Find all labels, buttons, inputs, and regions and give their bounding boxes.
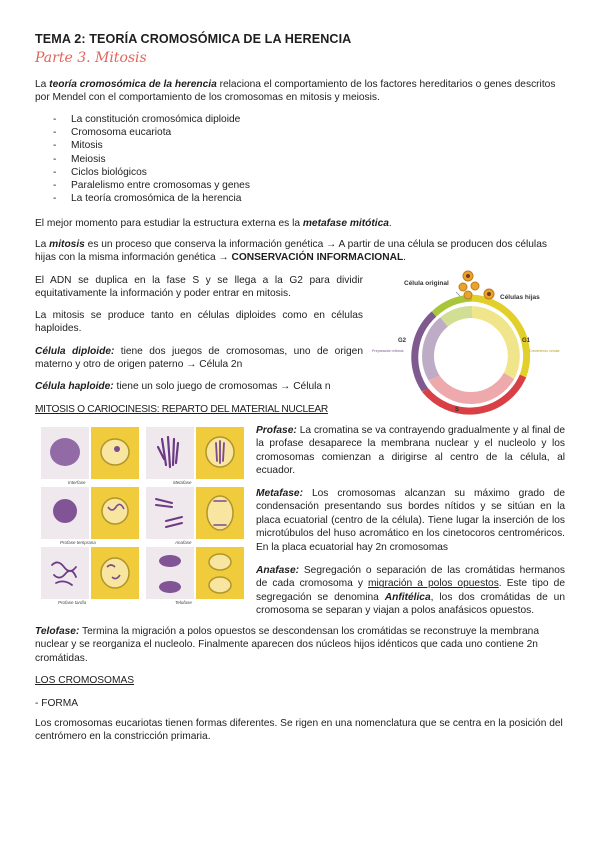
list-item: - Paralelismo entre cromosomas y genes xyxy=(53,179,250,192)
telophase-nucleus-stained xyxy=(159,581,181,593)
late-prophase-cell-diagram xyxy=(101,558,129,588)
topic-list xyxy=(53,113,250,205)
adn-paragraph: El ADN se duplica en la fase S y se llega a la G2 para dividir equitativamente la información y poder entrar en mitosis. xyxy=(35,275,363,300)
best-moment-paragraph: El mejor momento para estudiar la estructura externa es la metafase mitótica. xyxy=(35,218,392,229)
caption-telophase: Telofase xyxy=(175,600,192,605)
inner-arc-g1 xyxy=(472,312,514,376)
caption-metaphase: Metafase xyxy=(173,480,192,485)
caption-anaphase: Anafase xyxy=(175,540,192,545)
label-daughter-cells: Células hijas xyxy=(500,294,540,301)
daughter-cell-icon xyxy=(459,283,467,291)
mitosis-micrograph-panel xyxy=(40,425,248,608)
list-item: - Ciclos biológicos xyxy=(53,166,250,179)
telophase-nucleus-stained xyxy=(159,555,181,567)
label-parent-cell: Célula original xyxy=(404,280,449,287)
phase-g1-label: G1 xyxy=(522,338,531,344)
intro-paragraph: La teoría cromosómica de la herencia relaciona el comportamiento de los factores hereditarios o genes descritos por Mendel con el comportamiento de los cromosomas en mitosis y meiosis. xyxy=(35,79,556,104)
interphase-cell-stained xyxy=(50,438,80,466)
list-item: - Cromosoma eucariota xyxy=(53,126,250,139)
mitosis-definition: La mitosis es un proceso que conserva la información genética → A partir de una célula se producen dos células hijas con la misma información genética → CONSERVACIÓN INFORMACIONAL. xyxy=(35,239,547,264)
list-item: - Meiosis xyxy=(53,153,250,166)
early-prophase-cell-stained xyxy=(53,499,77,523)
anaphase-paragraph: Anafase: Segregación o separación de las cromátidas hermanos de cada cromosoma y migración a polos opuestos. Este tipo de segregación se denomina Anfitélica, los dos cromátidas de un cromosoma se separan y viajan a polos anafásicos opuestos. xyxy=(256,565,566,617)
inner-arc-m xyxy=(444,312,472,322)
telophase-paragraph: Telofase: Termina la migración a polos opuestos se descondensan los cromátidas se reconstruye la membrana nuclear y se reorganiza el nucleolo. Finalmente aparecen dos núcleos hijos idénticos que cada uno contiene 2n cromátidas. xyxy=(35,626,539,664)
caption-late-prophase: Profase tardía xyxy=(58,600,87,605)
list-item: - La teoría cromosómica de la herencia xyxy=(53,192,250,205)
prophase-paragraph: Profase: La cromatina se va contrayendo gradualmente y al final de la profase desaparece la membrana nuclear y el nucleolo y los cromosomas comienzan a dirigirse al centro de la célula, al ecuador. xyxy=(256,425,565,477)
metaphase-paragraph: Metafase: Los cromosomas alcanzan su máximo grado de condensación presentando sus bordes nítidos y se sitúan en la placa ecuatorial (centro de la célula). Tiene lugar la inserción de los microtúbulos del huso acromático en los cinetocoros centroméricos. En la placa ecuatorial hay 2n cromosomas xyxy=(256,488,565,553)
form-paragraph: Los cromosomas eucariotas tienen formas diferentes. Se rigen en una nomenclatura que se centra en la posición del centrómero en la constricción primaria. xyxy=(35,718,563,743)
telophase-cell-diagram xyxy=(209,554,231,570)
label-dna-synthesis: Síntesis de ADN xyxy=(465,408,492,412)
daughter-cell-icon xyxy=(464,291,472,299)
label-mitosis-prep: Preparación mitosis xyxy=(372,349,404,353)
section-heading-chromosomes: LOS CROMOSOMAS xyxy=(35,675,135,686)
early-prophase-cell-diagram xyxy=(102,498,128,524)
form-heading: - FORMA xyxy=(35,698,79,709)
caption-early-prophase: Profase temprana xyxy=(60,540,96,545)
page-subtitle: Parte 3. Mitosis xyxy=(35,50,147,66)
inner-arc-g2 xyxy=(428,322,444,378)
mitosis-cells-paragraph: La mitosis se produce tanto en células diploides como en células haploides. xyxy=(35,310,363,335)
inner-arc-s xyxy=(434,376,509,398)
chromosome-theory-term: teoría cromosómica de la herencia xyxy=(49,79,217,90)
haploid-paragraph: Célula haploide: tiene un solo juego de cromosomas → Célula n xyxy=(35,381,331,392)
page-title: TEMA 2: TEORÍA CROMOSÓMICA DE LA HERENCIA xyxy=(35,32,352,46)
cell-cycle-diagram xyxy=(372,268,568,416)
section-heading-mitosis: MITOSIS O CARIOCINESIS: REPARTO DEL MATERIAL NUCLEAR xyxy=(35,404,328,415)
list-item: - Mitosis xyxy=(53,139,250,152)
interphase-cell-diagram xyxy=(101,439,129,465)
telophase-cell-diagram xyxy=(209,577,231,593)
label-cell-growth: Crecimiento celular xyxy=(529,349,560,353)
list-item: - La constitución cromosómica diploide xyxy=(53,113,250,126)
diploid-paragraph: Célula diploide: tiene dos juegos de cromosomas, uno de origen materno y otro de origen paterno → Célula 2n xyxy=(35,346,363,371)
caption-interphase: Interfase xyxy=(68,480,86,485)
daughter-cell-icon xyxy=(471,282,479,290)
phase-g2-label: G2 xyxy=(398,338,407,344)
phase-s-label: S xyxy=(455,407,460,413)
